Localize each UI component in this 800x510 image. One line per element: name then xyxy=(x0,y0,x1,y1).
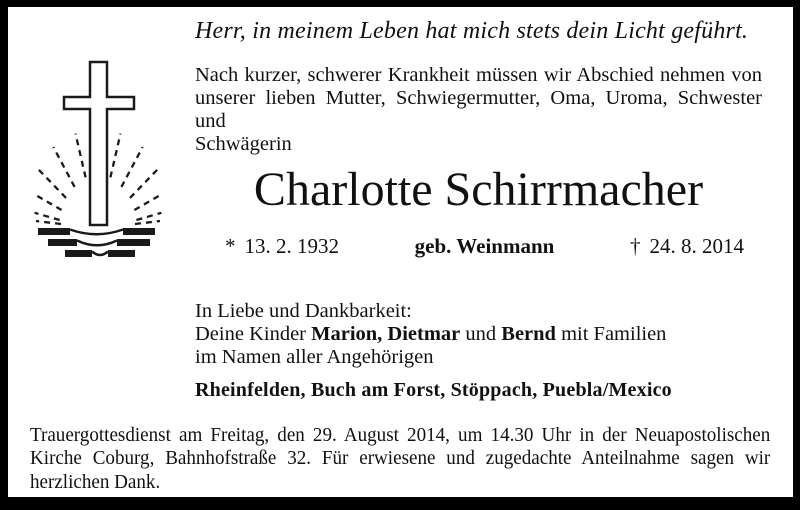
deceased-name: Charlotte Schirrmacher xyxy=(253,163,704,216)
service-line: Trauergottesdienst am Freitag, den 29. August 2014, um 14.30 Uhr in der Neuapostolischen xyxy=(30,424,771,446)
service-line: herzlichen Dank. xyxy=(30,470,161,493)
dates-row xyxy=(195,234,762,259)
family-block xyxy=(195,300,762,369)
death-date xyxy=(630,234,744,259)
maiden-name: geb. Weinmann xyxy=(414,234,555,258)
service-line: Kirche Coburg, Bahnhofstraße 32. Für erwiesene und zugedachte Anteilnahme sagen wir xyxy=(30,447,771,470)
obituary-sheet xyxy=(8,7,793,497)
service-paragraph xyxy=(30,424,770,494)
intro-line: Nach kurzer, schwerer Krankheit müssen wir Abschied nehmen von xyxy=(195,64,762,86)
family-line-children: Deine Kinder Marion, Dietmar und Bernd mit Familien xyxy=(195,323,667,345)
death-date-value: 24. 8. 2014 xyxy=(649,234,744,258)
birth-date xyxy=(225,234,339,259)
new-apostolic-cross-emblem xyxy=(20,55,180,270)
epigraph-quote: Herr, in meinem Leben hat mich stets dein Licht geführt. xyxy=(195,18,749,44)
birth-date-value: 13. 2. 1932 xyxy=(244,234,339,258)
family-line-gratitude: In Liebe und Dankbarkeit: xyxy=(195,300,412,322)
intro-line: Schwägerin xyxy=(195,133,292,155)
intro-paragraph xyxy=(195,64,762,156)
latin-cross-icon xyxy=(64,62,134,225)
born-star-icon: * xyxy=(225,234,236,258)
water-lines-icon xyxy=(38,228,155,257)
places-line: Rheinfelden, Buch am Forst, Stöppach, Puebla/Mexico xyxy=(195,379,672,401)
family-line-relatives: im Namen aller Angehörigen xyxy=(195,346,434,368)
death-cross-icon: † xyxy=(630,234,641,258)
intro-line: unserer lieben Mutter, Schwiegermutter, Oma, Uroma, Schwester und xyxy=(195,87,762,132)
